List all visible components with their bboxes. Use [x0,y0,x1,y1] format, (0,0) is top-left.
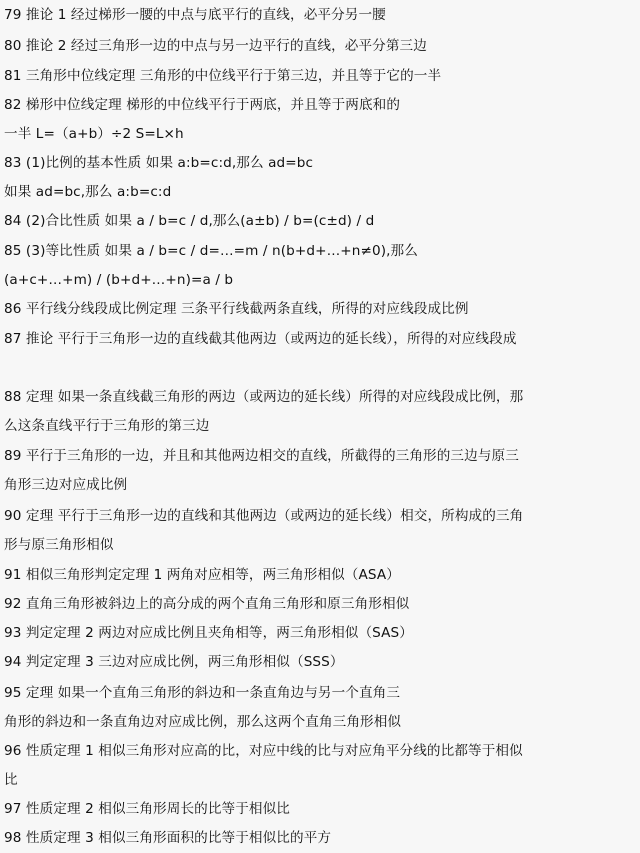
text-line-81: 81 三角形中位线定理 三角形的中位线平行于第三边，并且等于它的一半 [4,68,442,84]
text-line-93: 93 判定定理 2 两边对应成比例且夹角相等，两三角形相似（SAS） [4,625,413,641]
text-line-83: 83 (1)比例的基本性质 如果 a:b=c:d,那么 ad=bc [4,155,314,171]
text-line-87: 87 推论 平行于三角形一边的直线截其他两边（或两边的延长线），所得的对应线段成 [4,331,517,347]
text-line-92: 92 直角三角形被斜边上的高分成的两个直角三角形和原三角形相似 [4,596,410,612]
text-line-79: 79 推论 1 经过梯形一腰的中点与底平行的直线，必平分另一腰 [4,7,386,23]
text-line-96: 96 性质定理 1 相似三角形对应高的比，对应中线的比与对应角平分线的比都等于相似 [4,743,523,759]
text-line-89: 89 平行于三角形的一边，并且和其他两边相交的直线，所截得的三角形的三边与原三 [4,448,519,464]
text-line-88-cont: 么这条直线平行于三角形的第三边 [4,418,210,434]
text-line-86: 86 平行线分线段成比例定理 三条平行线截两条直线，所得的对应线段成比例 [4,301,469,317]
text-line-95: 95 定理 如果一个直角三角形的斜边和一条直角边与另一个直角三 [4,685,401,701]
text-line-82-cont: 一半 L=（a+b）÷2 S=L×h [4,126,184,142]
text-line-85: 85 (3)等比性质 如果 a / b=c / d=…=m / n(b+d+…+n≠0),那么 [4,243,418,259]
text-line-82: 82 梯形中位线定理 梯形的中位线平行于两底，并且等于两底和的 [4,97,401,113]
text-line-95-cont: 角形的斜边和一条直角边对应成比例，那么这两个直角三角形相似 [4,714,402,730]
text-line-89-cont: 角形三边对应成比例 [4,477,128,493]
text-line-84: 84 (2)合比性质 如果 a / b=c / d,那么(a±b) / b=(c±d) / d [4,213,375,229]
text-line-98: 98 性质定理 3 相似三角形面积的比等于相似比的平方 [4,830,332,846]
text-line-94: 94 判定定理 3 三边对应成比例，两三角形相似（SSS） [4,654,344,670]
text-line-97: 97 性质定理 2 相似三角形周长的比等于相似比 [4,801,290,817]
text-line-91: 91 相似三角形判定定理 1 两角对应相等，两三角形相似（ASA） [4,567,400,583]
text-line-80: 80 推论 2 经过三角形一边的中点与另一边平行的直线，必平分第三边 [4,38,427,54]
text-line-90: 90 定理 平行于三角形一边的直线和其他两边（或两边的延长线）相交，所构成的三角 [4,508,524,524]
text-line-83-cont: 如果 ad=bc,那么 a:b=c:d [4,184,172,200]
text-line-88: 88 定理 如果一条直线截三角形的两边（或两边的延长线）所得的对应线段成比例，那 [4,389,524,405]
text-line-85-cont: (a+c+…+m) / (b+d+…+n)=a / b [4,272,234,288]
text-line-96-cont: 比 [4,772,18,788]
text-line-90-cont: 形与原三角形相似 [4,537,114,553]
